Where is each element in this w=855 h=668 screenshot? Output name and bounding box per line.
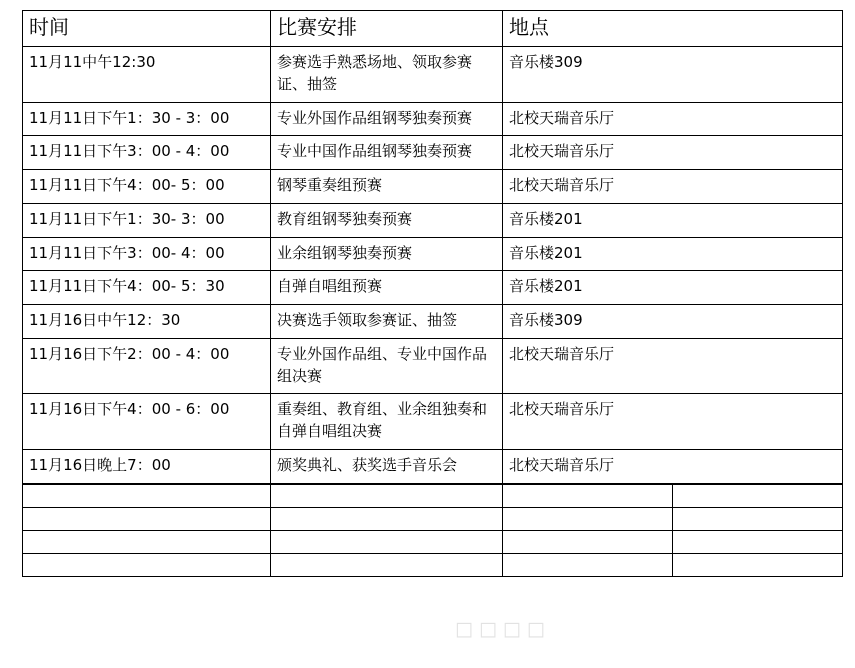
cell-event <box>271 530 503 553</box>
table-row <box>23 47 843 103</box>
cell-event: 教育组钢琴独奏预赛 <box>271 203 503 237</box>
table-row-empty <box>23 507 843 530</box>
cell-time: 11月16日中午12：30 <box>23 305 271 339</box>
cell-time: 11月16日晚上7：00 <box>23 449 271 483</box>
cell-time: 11月11日下午3：00- 4：00 <box>23 237 271 271</box>
cell-place-b <box>673 530 843 553</box>
table-row-empty <box>23 484 843 507</box>
cell-time: 11月11日下午1：30- 3：00 <box>23 203 271 237</box>
table-row <box>23 338 843 394</box>
cell-event <box>271 484 503 507</box>
table-row <box>23 305 843 339</box>
cell-place: 音乐楼309 <box>503 47 843 103</box>
cell-place: 北校天瑞音乐厅 <box>503 136 843 170</box>
table-header-row <box>23 11 843 47</box>
schedule-empty-rows <box>22 484 843 577</box>
cell-place: 北校天瑞音乐厅 <box>503 170 843 204</box>
table-row <box>23 136 843 170</box>
cell-place: 音乐楼201 <box>503 237 843 271</box>
cell-place: 北校天瑞音乐厅 <box>503 102 843 136</box>
cell-time: 11月11日下午3：00 - 4：00 <box>23 136 271 170</box>
cell-place: 北校天瑞音乐厅 <box>503 449 843 483</box>
cell-event: 专业外国作品组、专业中国作品组决赛 <box>271 338 503 394</box>
header-cell-event: 比赛安排 <box>271 11 503 47</box>
cell-event: 专业外国作品组钢琴独奏预赛 <box>271 102 503 136</box>
cell-time: 11月16日下午2：00 - 4：00 <box>23 338 271 394</box>
cell-event: 重奏组、教育组、业余组独奏和自弹自唱组决赛 <box>271 394 503 450</box>
cell-place: 北校天瑞音乐厅 <box>503 338 843 394</box>
cell-place-a <box>503 553 673 576</box>
cell-place-b <box>673 553 843 576</box>
cell-place-b <box>673 484 843 507</box>
cell-place: 音乐楼201 <box>503 203 843 237</box>
cell-place-a <box>503 530 673 553</box>
cell-place: 音乐楼201 <box>503 271 843 305</box>
cell-event: 参赛选手熟悉场地、领取参赛证、抽签 <box>271 47 503 103</box>
table-row <box>23 449 843 483</box>
schedule-table-body <box>23 11 843 484</box>
cell-event: 专业中国作品组钢琴独奏预赛 <box>271 136 503 170</box>
cell-place-a <box>503 484 673 507</box>
table-row <box>23 170 843 204</box>
cell-event: 决赛选手领取参赛证、抽签 <box>271 305 503 339</box>
cell-time: 11月11中午12:30 <box>23 47 271 103</box>
cell-event: 颁奖典礼、获奖选手音乐会 <box>271 449 503 483</box>
cell-event <box>271 553 503 576</box>
cell-event: 业余组钢琴独奏预赛 <box>271 237 503 271</box>
table-row <box>23 237 843 271</box>
cell-time <box>23 530 271 553</box>
cell-event: 自弹自唱组预赛 <box>271 271 503 305</box>
cell-event <box>271 507 503 530</box>
header-cell-time: 时间 <box>23 11 271 47</box>
page-watermark: □□□□ <box>455 618 551 640</box>
header-cell-place: 地点 <box>503 11 843 47</box>
cell-place: 北校天瑞音乐厅 <box>503 394 843 450</box>
cell-event: 钢琴重奏组预赛 <box>271 170 503 204</box>
cell-time: 11月11日下午1：30 - 3：00 <box>23 102 271 136</box>
cell-time: 11月11日下午4：00- 5：00 <box>23 170 271 204</box>
cell-time <box>23 553 271 576</box>
table-row <box>23 394 843 450</box>
cell-time: 11月16日下午4：00 - 6：00 <box>23 394 271 450</box>
cell-place-b <box>673 507 843 530</box>
empty-rows-body <box>23 484 843 576</box>
table-row <box>23 102 843 136</box>
cell-time: 11月11日下午4：00- 5：30 <box>23 271 271 305</box>
schedule-table <box>22 10 843 484</box>
document-page <box>0 10 855 668</box>
table-row-empty <box>23 530 843 553</box>
cell-time <box>23 484 271 507</box>
table-row-empty <box>23 553 843 576</box>
cell-place: 音乐楼309 <box>503 305 843 339</box>
table-row <box>23 271 843 305</box>
table-row <box>23 203 843 237</box>
cell-time <box>23 507 271 530</box>
cell-place-a <box>503 507 673 530</box>
